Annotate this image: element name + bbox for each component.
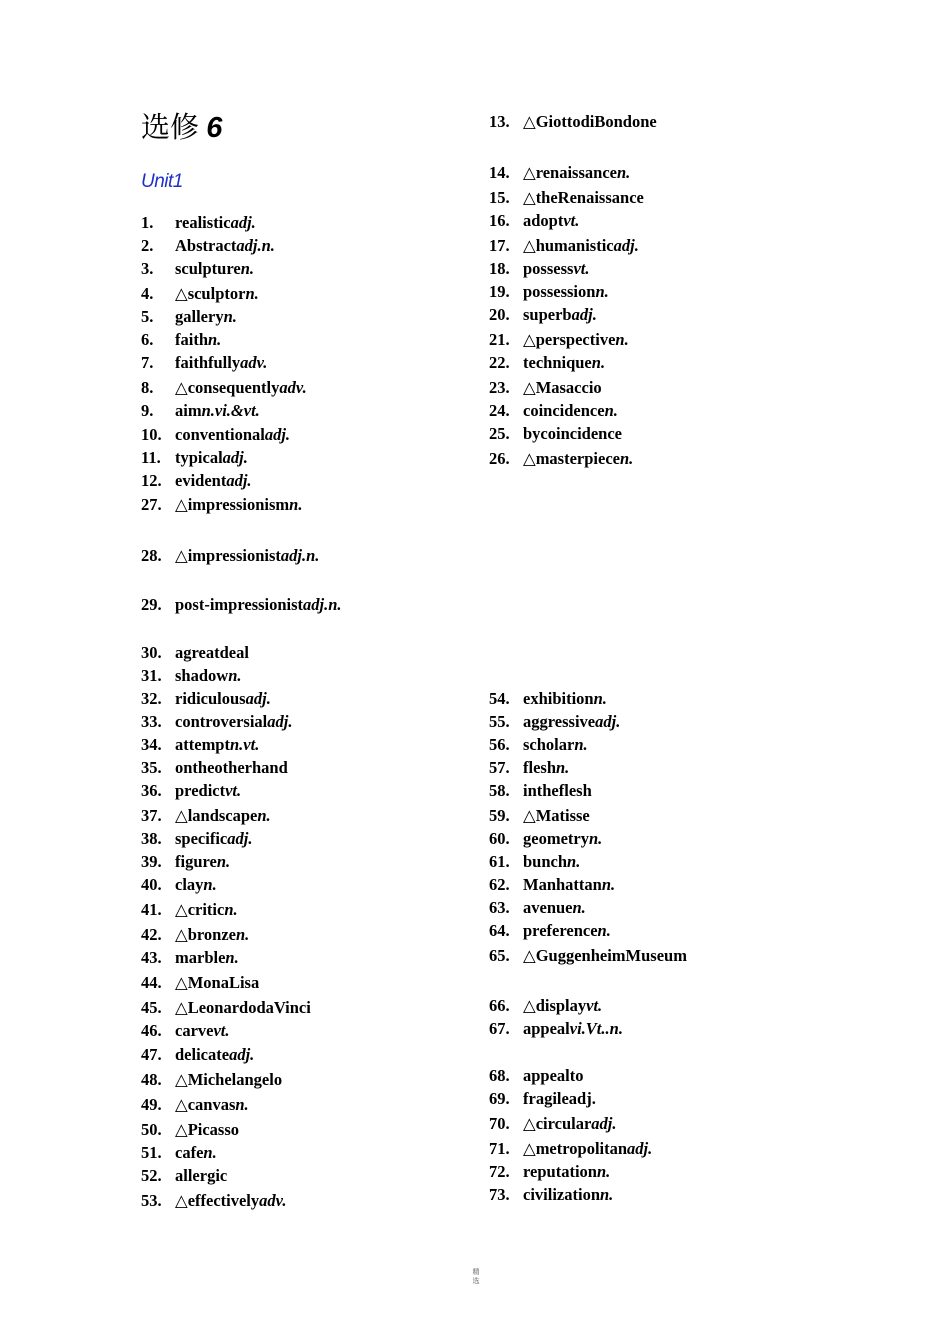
right-vocab-entry — [489, 188, 644, 208]
entry-word: gallery — [175, 307, 224, 326]
left-vocab-entry — [141, 213, 256, 233]
entry-number: 20. — [489, 305, 510, 324]
entry-part-of-speech: adj. — [222, 448, 248, 467]
left-vocab-entry — [141, 806, 271, 826]
entry-word: exhibition — [523, 689, 594, 708]
entry-part-of-speech: adj. — [627, 1139, 653, 1158]
left-vocab-entry — [141, 712, 292, 732]
entry-word: civilization — [523, 1185, 600, 1204]
entry-word: sculpture — [175, 259, 241, 278]
left-vocab-entry — [141, 925, 249, 945]
entry-word: realistic — [175, 213, 231, 232]
entry-word: △Masaccio — [523, 378, 602, 397]
entry-part-of-speech: adj. — [591, 1114, 617, 1133]
entry-part-of-speech: n. — [289, 495, 303, 514]
left-vocab-entry — [141, 643, 249, 663]
unit-heading: Unit1 — [141, 171, 183, 192]
entry-number: 51. — [141, 1143, 162, 1162]
left-vocab-entry — [141, 330, 221, 350]
left-vocab-entry — [141, 735, 259, 755]
entry-part-of-speech: n.vi.&vt. — [201, 401, 260, 420]
entry-word: superb — [523, 305, 572, 324]
entry-word: △circular — [523, 1114, 592, 1133]
entry-number: 30. — [141, 643, 162, 662]
entry-part-of-speech: adv. — [279, 378, 307, 397]
entry-word: △metropolitan — [523, 1139, 628, 1158]
entry-word: intheflesh — [523, 781, 592, 800]
right-vocab-entry — [489, 735, 588, 755]
left-vocab-entry — [141, 259, 254, 279]
entry-word: △display — [523, 996, 587, 1015]
footer-char-2: 选 — [472, 1277, 480, 1285]
entry-number: 24. — [489, 401, 510, 420]
entry-part-of-speech: adj. — [595, 712, 621, 731]
title-number: 6 — [206, 112, 223, 144]
entry-word: agreatdeal — [175, 643, 249, 662]
entry-number: 55. — [489, 712, 510, 731]
right-vocab-entry — [489, 112, 657, 132]
entry-word: possession — [523, 282, 596, 301]
entry-part-of-speech: n. — [616, 163, 631, 182]
entry-word: aggressive — [523, 712, 596, 731]
left-vocab-entry — [141, 236, 275, 256]
entry-number: 19. — [489, 282, 510, 301]
entry-word: △Michelangelo — [175, 1070, 283, 1089]
left-vocab-entry — [141, 1045, 254, 1065]
entry-number: 32. — [141, 689, 162, 708]
entry-word: faith — [175, 330, 208, 349]
left-vocab-entry — [141, 758, 288, 778]
entry-word: ontheotherhand — [175, 758, 288, 777]
entry-word: figure — [175, 852, 217, 871]
right-vocab-entry — [489, 781, 592, 801]
entry-number: 17. — [489, 236, 510, 255]
left-vocab-entry — [141, 1021, 230, 1041]
left-vocab-entry — [141, 998, 311, 1018]
left-vocab-entry — [141, 595, 342, 615]
entry-part-of-speech: n. — [567, 852, 581, 871]
entry-word: reputation — [523, 1162, 597, 1181]
entry-part-of-speech: vt. — [225, 781, 242, 800]
entry-word: △GuggenheimMuseum — [523, 946, 687, 965]
right-vocab-entry — [489, 401, 618, 421]
left-vocab-entry — [141, 401, 260, 421]
right-vocab-entry — [489, 1066, 584, 1086]
entry-part-of-speech: adj. — [227, 829, 253, 848]
right-vocab-entry — [489, 236, 639, 256]
right-vocab-entry — [489, 353, 605, 373]
entry-part-of-speech: adj. — [230, 213, 256, 232]
left-vocab-entry — [141, 448, 248, 468]
entry-part-of-speech: n. — [556, 758, 570, 777]
entry-word: appealto — [523, 1066, 584, 1085]
entry-number: 71. — [489, 1139, 510, 1158]
entry-number: 72. — [489, 1162, 510, 1181]
entry-word: conventional — [175, 425, 265, 444]
entry-number: 27. — [141, 495, 162, 514]
entry-word: predict — [175, 781, 226, 800]
entry-part-of-speech: n. — [619, 449, 634, 468]
entry-part-of-speech: adv. — [240, 353, 268, 372]
entry-number: 35. — [141, 758, 162, 777]
entry-number: 43. — [141, 948, 162, 967]
entry-part-of-speech: n. — [572, 898, 586, 917]
entry-number: 33. — [141, 712, 162, 731]
left-vocab-entry — [141, 875, 217, 895]
entry-number: 37. — [141, 806, 162, 825]
right-vocab-entry — [489, 829, 602, 849]
entry-number: 8. — [141, 378, 154, 397]
entry-word: coincidence — [523, 401, 605, 420]
entry-number: 54. — [489, 689, 510, 708]
entry-number: 46. — [141, 1021, 162, 1040]
entry-part-of-speech: n. — [223, 307, 237, 326]
entry-part-of-speech: n. — [245, 284, 259, 303]
entry-word: △MonaLisa — [175, 973, 260, 992]
entry-word: typical — [175, 448, 223, 467]
left-vocab-entry — [141, 973, 259, 993]
entry-number: 14. — [489, 163, 510, 182]
entry-number: 60. — [489, 829, 510, 848]
entry-word: △consequently — [175, 378, 280, 397]
entry-number: 29. — [141, 595, 162, 614]
entry-number: 13. — [489, 112, 510, 131]
right-vocab-entry — [489, 330, 629, 350]
entry-number: 12. — [141, 471, 162, 490]
right-vocab-entry — [489, 996, 602, 1016]
entry-number: 22. — [489, 353, 510, 372]
entry-word: △renaissance — [523, 163, 617, 182]
entry-part-of-speech: adj. — [613, 236, 639, 255]
right-vocab-entry — [489, 282, 609, 302]
entry-part-of-speech: n. — [593, 689, 607, 708]
entry-number: 3. — [141, 259, 154, 278]
entry-word: △perspective — [523, 330, 616, 349]
entry-number: 64. — [489, 921, 510, 940]
entry-number: 21. — [489, 330, 510, 349]
entry-word: ridiculous — [175, 689, 246, 708]
entry-number: 65. — [489, 946, 510, 965]
right-vocab-entry — [489, 758, 569, 778]
entry-number: 23. — [489, 378, 510, 397]
entry-part-of-speech: n. — [597, 921, 611, 940]
entry-word: △bronze — [175, 925, 236, 944]
entry-part-of-speech: vt. — [586, 996, 603, 1015]
entry-part-of-speech: n. — [600, 1185, 614, 1204]
entry-part-of-speech: n. — [235, 925, 250, 944]
entry-part-of-speech: n. — [604, 401, 618, 420]
entry-number: 1. — [141, 213, 154, 232]
entry-word: technique — [523, 353, 592, 372]
right-vocab-entry — [489, 712, 620, 732]
entry-number: 53. — [141, 1191, 162, 1210]
entry-number: 67. — [489, 1019, 510, 1038]
left-vocab-entry — [141, 1095, 249, 1115]
entry-part-of-speech: n. — [203, 875, 217, 894]
entry-word: post-impressionist — [175, 595, 304, 614]
entry-number: 16. — [489, 211, 510, 230]
entry-part-of-speech: adj. — [264, 425, 291, 444]
entry-number: 59. — [489, 806, 510, 825]
right-vocab-entry — [489, 305, 597, 325]
right-vocab-entry — [489, 852, 580, 872]
entry-part-of-speech: n. — [240, 259, 255, 278]
entry-number: 48. — [141, 1070, 162, 1089]
entry-number: 10. — [141, 425, 162, 444]
right-vocab-entry — [489, 875, 615, 895]
left-vocab-entry — [141, 666, 242, 686]
entry-word: bycoincidence — [523, 424, 622, 443]
entry-word: allergic — [175, 1166, 228, 1185]
entry-word: clay — [175, 875, 204, 894]
left-vocab-entry — [141, 689, 271, 709]
entry-number: 18. — [489, 259, 510, 278]
right-vocab-entry — [489, 378, 602, 398]
entry-number: 6. — [141, 330, 154, 349]
entry-word: appeal — [523, 1019, 570, 1038]
footer-char-1: 精 — [472, 1268, 480, 1276]
right-vocab-entry — [489, 898, 586, 918]
right-vocab-entry — [489, 1139, 652, 1159]
left-vocab-entry — [141, 852, 230, 872]
entry-number: 39. — [141, 852, 162, 871]
entry-part-of-speech: n. — [601, 875, 616, 894]
entry-word: △effectively — [175, 1191, 260, 1210]
entry-part-of-speech: vi.Vt..n. — [569, 1019, 623, 1038]
entry-number: 62. — [489, 875, 510, 894]
entry-part-of-speech: n. — [615, 330, 629, 349]
entry-number: 58. — [489, 781, 510, 800]
entry-part-of-speech: adj. — [245, 689, 271, 708]
entry-word: possess — [523, 259, 574, 278]
entry-part-of-speech: adv. — [259, 1191, 287, 1210]
entry-word: △impressionism — [175, 495, 290, 514]
entry-word: flesh — [523, 758, 556, 777]
entry-word: △theRenaissance — [523, 188, 644, 207]
entry-number: 31. — [141, 666, 162, 685]
entry-number: 40. — [141, 875, 162, 894]
entry-part-of-speech: n. — [595, 282, 609, 301]
entry-number: 50. — [141, 1120, 162, 1139]
left-vocab-entry — [141, 425, 290, 445]
entry-part-of-speech: n. — [225, 948, 239, 967]
entry-word: cafe — [175, 1143, 204, 1162]
left-vocab-entry — [141, 1143, 217, 1163]
right-vocab-entry — [489, 259, 589, 279]
entry-number: 70. — [489, 1114, 510, 1133]
entry-number: 9. — [141, 401, 154, 420]
entry-number: 5. — [141, 307, 154, 326]
entry-number: 47. — [141, 1045, 162, 1064]
entry-word: △sculptor — [175, 284, 246, 303]
left-vocab-entry — [141, 471, 252, 491]
left-vocab-entry — [141, 1166, 227, 1186]
entry-part-of-speech: vt. — [563, 211, 580, 230]
entry-part-of-speech: vt. — [213, 1021, 230, 1040]
entry-number: 4. — [141, 284, 154, 303]
entry-word: △landscape — [175, 806, 258, 825]
entry-word: scholar — [523, 735, 575, 754]
right-vocab-entry — [489, 921, 611, 941]
entry-word: controversial — [175, 712, 268, 731]
entry-word: marble — [175, 948, 226, 967]
entry-word: shadow — [175, 666, 229, 685]
left-vocab-entry — [141, 829, 252, 849]
entry-number: 45. — [141, 998, 162, 1017]
entry-part-of-speech: n. — [208, 330, 222, 349]
left-vocab-entry — [141, 546, 319, 566]
entry-word: geometry — [523, 829, 589, 848]
entry-word: △critic — [175, 900, 225, 919]
entry-part-of-speech: adj. — [267, 712, 293, 731]
right-vocab-entry — [489, 1019, 623, 1039]
entry-word: △Matisse — [523, 806, 590, 825]
entry-part-of-speech: n. — [588, 829, 603, 848]
entry-number: 66. — [489, 996, 510, 1015]
left-vocab-entry — [141, 1191, 286, 1211]
left-vocab-entry — [141, 948, 239, 968]
entry-number: 26. — [489, 449, 510, 468]
entry-word: △impressionist — [175, 546, 281, 565]
entry-number: 41. — [141, 900, 162, 919]
entry-part-of-speech: adj. — [226, 471, 252, 490]
entry-word: △humanistic — [523, 236, 614, 255]
entry-part-of-speech: n. — [257, 806, 271, 825]
right-vocab-entry — [489, 211, 579, 231]
entry-part-of-speech: n. — [203, 1143, 217, 1162]
entry-word: △GiottodiBondone — [523, 112, 657, 131]
entry-word: fragileadj. — [523, 1089, 596, 1108]
left-vocab-entry — [141, 307, 237, 327]
entry-part-of-speech: n. — [216, 852, 231, 871]
entry-part-of-speech: adj.n. — [280, 546, 320, 565]
entry-number: 28. — [141, 546, 162, 565]
entry-number: 63. — [489, 898, 510, 917]
entry-number: 69. — [489, 1089, 510, 1108]
entry-word: carve — [175, 1021, 214, 1040]
entry-number: 61. — [489, 852, 510, 871]
entry-word: preference — [523, 921, 598, 940]
title-text: 选修 — [141, 112, 200, 144]
entry-part-of-speech: n. — [591, 353, 606, 372]
entry-word: evident — [175, 471, 227, 490]
entry-number: 52. — [141, 1166, 162, 1185]
entry-part-of-speech: vt. — [573, 259, 590, 278]
right-vocab-entry — [489, 946, 687, 966]
entry-word: avenue — [523, 898, 573, 917]
entry-part-of-speech: n.vt. — [229, 735, 260, 754]
left-vocab-entry — [141, 1120, 239, 1140]
entry-word: △masterpiece — [523, 449, 620, 468]
entry-word: delicate — [175, 1045, 230, 1064]
entry-word: faithfully — [175, 353, 241, 372]
entry-word: △Picasso — [175, 1120, 240, 1139]
entry-part-of-speech: adj. — [571, 305, 597, 324]
entry-number: 36. — [141, 781, 162, 800]
entry-number: 38. — [141, 829, 162, 848]
entry-part-of-speech: n. — [235, 1095, 249, 1114]
page-title — [141, 108, 222, 148]
entry-word: △canvas — [175, 1095, 236, 1114]
entry-part-of-speech: adj.n. — [303, 595, 342, 614]
right-vocab-entry — [489, 1114, 617, 1134]
entry-word: specific — [175, 829, 228, 848]
entry-part-of-speech: n. — [224, 900, 238, 919]
right-vocab-entry — [489, 449, 633, 469]
left-vocab-entry — [141, 900, 238, 920]
right-vocab-entry — [489, 163, 630, 183]
right-vocab-entry — [489, 1185, 613, 1205]
entry-part-of-speech: adj.n. — [236, 236, 275, 255]
entry-number: 11. — [141, 448, 161, 467]
entry-number: 56. — [489, 735, 510, 754]
entry-number: 7. — [141, 353, 154, 372]
entry-word: attempt — [175, 735, 230, 754]
left-vocab-entry — [141, 353, 267, 373]
left-vocab-entry — [141, 284, 259, 304]
right-vocab-entry — [489, 689, 607, 709]
entry-part-of-speech: adj. — [229, 1045, 255, 1064]
right-vocab-entry — [489, 424, 622, 444]
entry-word: adopt — [523, 211, 564, 230]
entry-number: 68. — [489, 1066, 510, 1085]
left-vocab-entry — [141, 378, 307, 398]
left-vocab-entry — [141, 495, 302, 515]
right-vocab-entry — [489, 1089, 596, 1109]
entry-number: 15. — [489, 188, 510, 207]
entry-number: 57. — [489, 758, 510, 777]
entry-word: bunch — [523, 852, 568, 871]
entry-word: Abstract — [175, 236, 237, 255]
entry-number: 25. — [489, 424, 510, 443]
entry-number: 34. — [141, 735, 162, 754]
page-footer — [463, 1268, 489, 1286]
right-vocab-entry — [489, 1162, 610, 1182]
entry-part-of-speech: n. — [596, 1162, 611, 1181]
left-vocab-entry — [141, 781, 241, 801]
left-vocab-entry — [141, 1070, 282, 1090]
entry-word: △LeonardodaVinci — [175, 998, 311, 1017]
entry-number: 73. — [489, 1185, 510, 1204]
entry-number: 2. — [141, 236, 154, 255]
entry-part-of-speech: n. — [574, 735, 588, 754]
entry-number: 42. — [141, 925, 162, 944]
entry-word: Manhattan — [523, 875, 602, 894]
entry-number: 44. — [141, 973, 162, 992]
entry-part-of-speech: n. — [228, 666, 242, 685]
entry-number: 49. — [141, 1095, 162, 1114]
entry-word: aim — [175, 401, 202, 420]
right-vocab-entry — [489, 806, 590, 826]
